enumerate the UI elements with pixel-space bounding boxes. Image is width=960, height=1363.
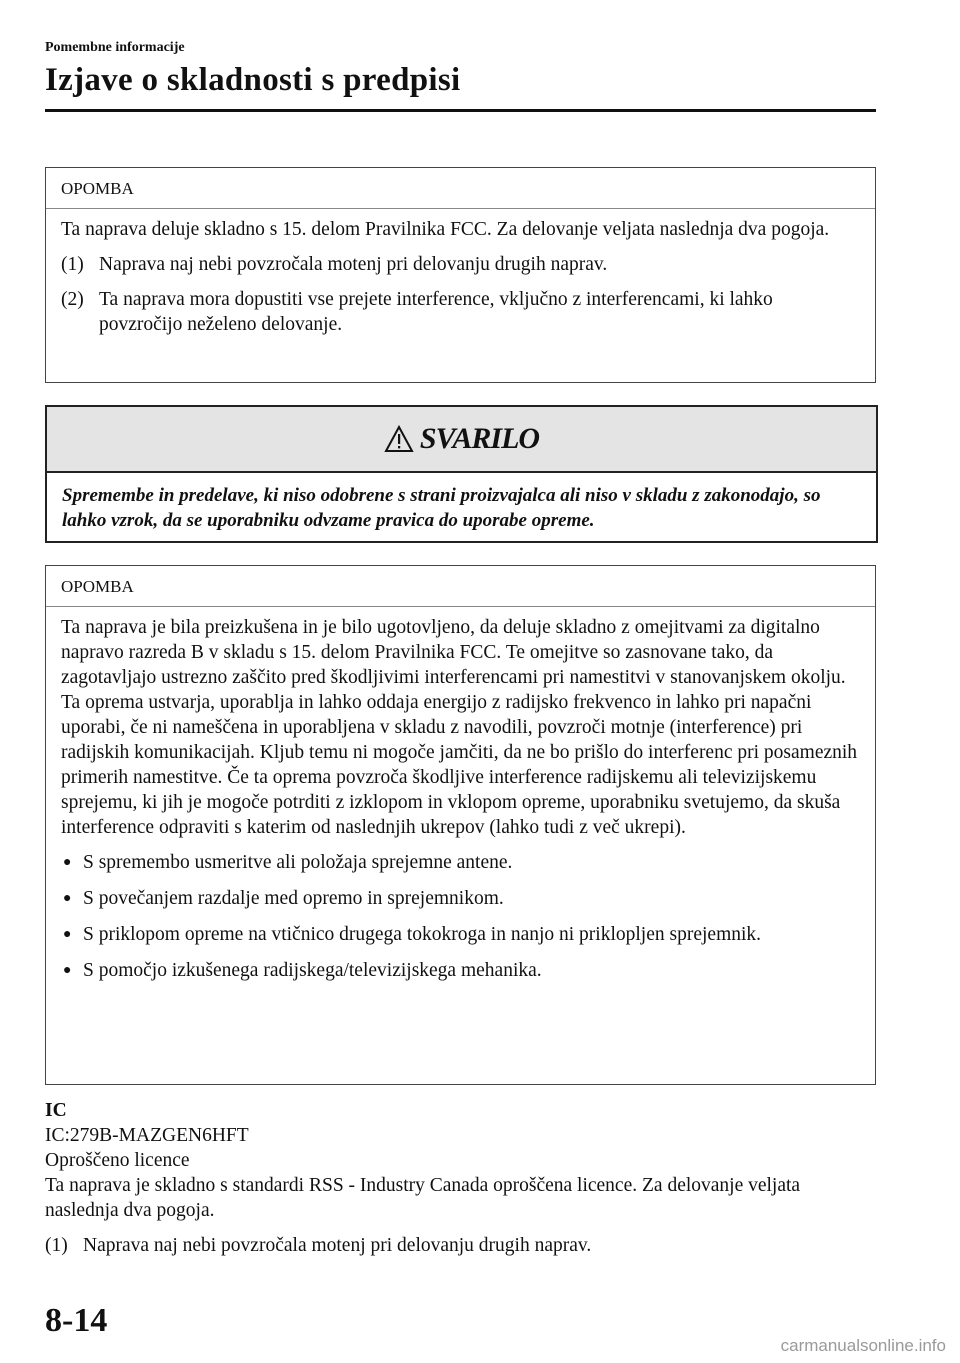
note-box-fcc	[45, 167, 876, 383]
numbered-item	[61, 252, 860, 277]
note-box-class-b	[45, 565, 876, 1085]
item-number: (1)	[61, 254, 84, 275]
warning-title: SVARILO	[419, 422, 540, 455]
ic-heading: IC	[45, 1100, 67, 1121]
bullet-icon: ●	[63, 855, 72, 870]
ic-id: IC:279B-MAZGEN6HFT	[45, 1125, 249, 1146]
note-intro: Ta naprava deluje skladno s 15. delom Pravilnika FCC. Za delovanje veljata naslednja dva pogoja.	[61, 219, 830, 240]
bullet-icon: ●	[63, 927, 72, 942]
item-text: Naprava naj nebi povzročala motenj pri delovanju drugih naprav.	[83, 1235, 592, 1256]
note-body	[46, 607, 875, 1004]
section-label: Pomembne informacije	[45, 40, 185, 55]
bullet-text: S spremembo usmeritve ali položaja sprejemne antene.	[83, 852, 513, 873]
warning-header	[47, 407, 876, 473]
note-heading: OPOMBA	[46, 566, 875, 607]
bullet-icon: ●	[63, 891, 72, 906]
warning-box	[45, 405, 878, 543]
warning-triangle-icon	[384, 425, 414, 453]
item-text: Naprava naj nebi povzročala motenj pri delovanju drugih naprav.	[99, 254, 608, 275]
ic-subtitle: Oproščeno licence	[45, 1150, 190, 1171]
bullet-text: S povečanjem razdalje med opremo in sprejemnikom.	[83, 888, 504, 909]
bullet-text: S pomočjo izkušenega radijskega/televizijskega mehanika.	[83, 960, 542, 981]
bullet-item	[61, 850, 860, 875]
note-heading: OPOMBA	[46, 168, 875, 209]
bullet-item	[61, 958, 860, 983]
numbered-item	[45, 1233, 875, 1258]
note-paragraph: Ta naprava je bila preizkušena in je bilo ugotovljeno, da deluje skladno z omejitvami za digitalno napravo razreda B v skladu s 15. delom Pravilnika FCC. Te omejitve so zasnovane tako, da zagotavljajo ustrezno zaščito pred škodljivimi interferencami pri namestitvi v stanovanjskem okolju. Ta oprema ustvarja, uporablja in lahko oddaja energijo z radijsko frekvenco in lahko pri napačni uporabi, če ni nameščena in uporabljena v skladu z navodili, povzroči motnje (interference) pri radijskih komunikacijah. Kljub temu ni mogoče jamčiti, da ne bo prišlo do interferenc pri posameznih primerih namestitve. Če ta oprema povzroča škodljive interference radijskemu ali televizijskemu sprejemu, ki jih je mogoče potrditi z izklopom in vklopom opreme, uporabniku svetujemo, da skuša interference odpraviti s katerim od naslednjih ukrepov (lahko tudi z več ukrepi).	[61, 617, 858, 838]
warning-text: Spremembe in predelave, ki niso odobrene s strani proizvajalca ali niso v skladu z zakonodajo, so lahko vzrok, da se uporabniku odvzame pravica do uporabe opreme.	[62, 485, 821, 531]
page-title: Izjave o skladnosti s predpisi	[45, 62, 461, 98]
bullet-text: S priklopom opreme na vtičnico drugega tokokroga in nanjo ni priklopljen sprejemnik.	[83, 924, 762, 945]
bullet-icon: ●	[63, 963, 72, 978]
item-text: Ta naprava mora dopustiti vse prejete interference, vključno z interferencami, ki lahko povzročijo neželeno delovanje.	[99, 289, 773, 335]
ic-section	[45, 1098, 875, 1258]
item-number: (1)	[45, 1235, 68, 1256]
note-body	[46, 209, 875, 357]
bullet-item	[61, 886, 860, 911]
numbered-item	[61, 287, 860, 337]
page-number: 8-14	[45, 1302, 108, 1339]
bullet-item	[61, 922, 860, 947]
ic-text: Ta naprava je skladno s standardi RSS - Industry Canada oproščena licence. Za delovanje veljata naslednja dva pogoja.	[45, 1175, 801, 1221]
item-number: (2)	[61, 289, 84, 310]
watermark: carmanualsonline.info	[780, 1336, 946, 1355]
title-divider	[45, 109, 876, 112]
